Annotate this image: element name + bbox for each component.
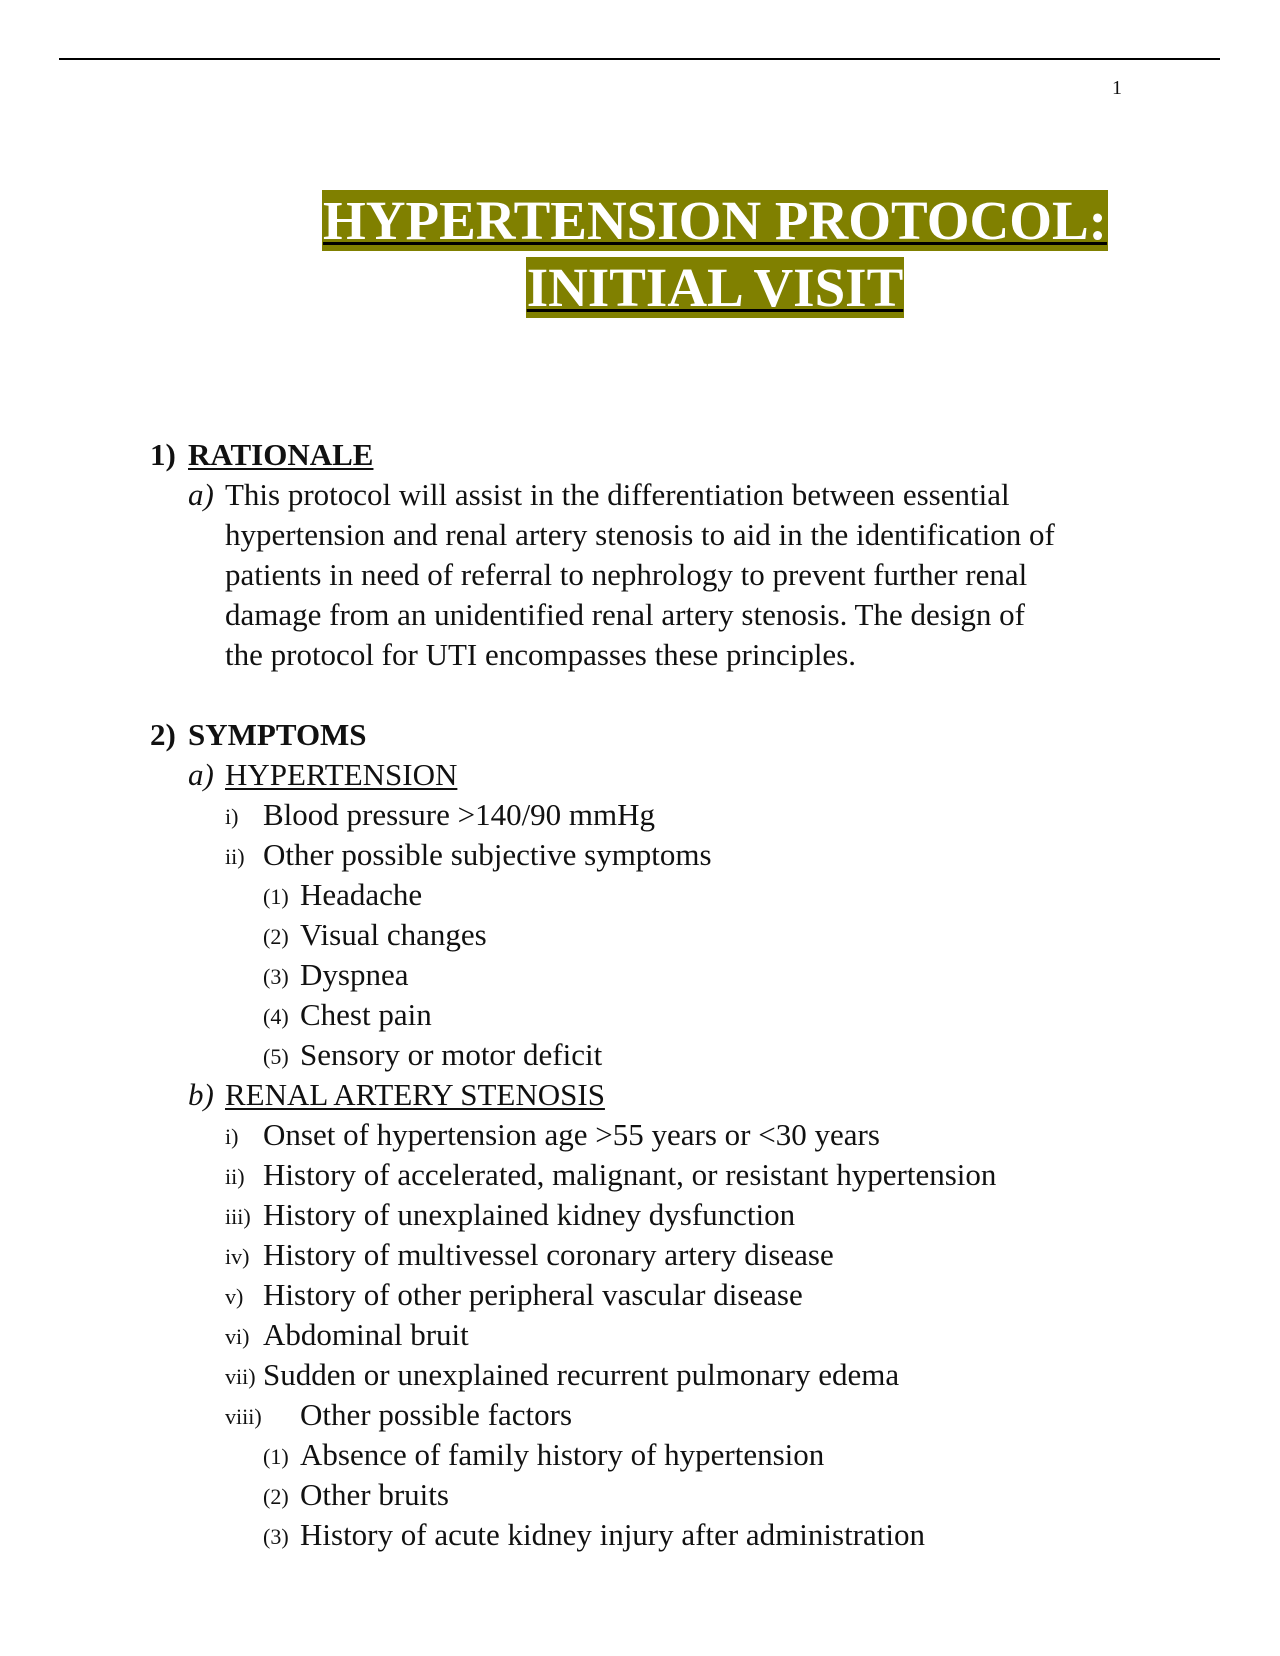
list-item-text: Sudden or unexplained recurrent pulmonary edema bbox=[263, 1357, 900, 1392]
list-item-text: Blood pressure >140/90 mmHg bbox=[263, 797, 656, 832]
subsection-heading-text: RENAL ARTERY STENOSIS bbox=[225, 1077, 605, 1112]
paragraph-line: patients in need of referral to nephrology to prevent further renal bbox=[225, 557, 1028, 592]
subsection-heading-text: HYPERTENSION bbox=[225, 757, 458, 792]
list-item-text: Dyspnea bbox=[300, 957, 409, 992]
list-item-text: Other possible subjective symptoms bbox=[263, 837, 712, 872]
list-marker: (1) bbox=[263, 1444, 289, 1469]
paragraph-line: damage from an unidentified renal artery stenosis. The design of bbox=[225, 597, 1026, 632]
list-item-text: History of unexplained kidney dysfunction bbox=[263, 1197, 796, 1232]
list-item-text: Absence of family history of hypertension bbox=[300, 1437, 825, 1472]
list-item-text: Visual changes bbox=[300, 917, 487, 952]
list-marker: vii) bbox=[225, 1364, 256, 1389]
list-marker: iv) bbox=[225, 1244, 250, 1269]
section-heading-text: SYMPTOMS bbox=[188, 717, 367, 752]
list-marker: (1) bbox=[263, 884, 289, 909]
list-marker: ii) bbox=[225, 1164, 245, 1189]
page-number: 1 bbox=[1112, 77, 1122, 99]
list-item-text: Chest pain bbox=[300, 997, 432, 1032]
paragraph-line: the protocol for UTI encompasses these principles. bbox=[225, 637, 857, 672]
list-marker: (2) bbox=[263, 1484, 289, 1509]
list-marker: (2) bbox=[263, 924, 289, 949]
list-marker: vi) bbox=[225, 1324, 250, 1349]
section-symptoms-heading bbox=[150, 715, 367, 755]
list-marker: (3) bbox=[263, 1524, 289, 1549]
list-marker: (4) bbox=[263, 1004, 289, 1029]
document-title bbox=[298, 187, 1132, 321]
list-item-text: Other possible factors bbox=[300, 1397, 573, 1432]
section-number: 2) bbox=[150, 717, 176, 752]
list-item-text: Onset of hypertension age >55 years or <30 years bbox=[263, 1117, 880, 1152]
list-item-text: History of acute kidney injury after administration bbox=[300, 1517, 925, 1552]
list-marker: i) bbox=[225, 804, 239, 829]
list-marker: b) bbox=[188, 1077, 214, 1112]
list-marker: (3) bbox=[263, 964, 289, 989]
list-marker: (5) bbox=[263, 1044, 289, 1069]
paragraph-line: hypertension and renal artery stenosis to aid in the identification of bbox=[225, 517, 1055, 552]
list-marker: i) bbox=[225, 1124, 239, 1149]
list-marker: a) bbox=[188, 757, 214, 792]
list-marker: v) bbox=[225, 1284, 244, 1309]
section-number: 1) bbox=[150, 437, 176, 472]
list-marker: a) bbox=[188, 477, 214, 512]
list-item-text: Sensory or motor deficit bbox=[300, 1037, 603, 1072]
list-item-text: Other bruits bbox=[300, 1477, 449, 1512]
list-marker: ii) bbox=[225, 844, 245, 869]
title-line-1: HYPERTENSION PROTOCOL: bbox=[323, 190, 1107, 251]
list-marker: iii) bbox=[225, 1204, 251, 1229]
header-rule bbox=[59, 58, 1220, 60]
paragraph-line: This protocol will assist in the differentiation between essential bbox=[225, 477, 1010, 512]
section-rationale-heading bbox=[150, 435, 374, 475]
list-item-text: Headache bbox=[300, 877, 423, 912]
list-item-text: History of other peripheral vascular disease bbox=[263, 1277, 803, 1312]
title-line-2: INITIAL VISIT bbox=[526, 257, 904, 318]
list-item-text: Abdominal bruit bbox=[263, 1317, 469, 1352]
list-item-text: History of multivessel coronary artery disease bbox=[263, 1237, 834, 1272]
list-marker: viii) bbox=[225, 1404, 262, 1429]
list-item-text: History of accelerated, malignant, or resistant hypertension bbox=[263, 1157, 997, 1192]
section-heading-text: RATIONALE bbox=[188, 437, 374, 472]
